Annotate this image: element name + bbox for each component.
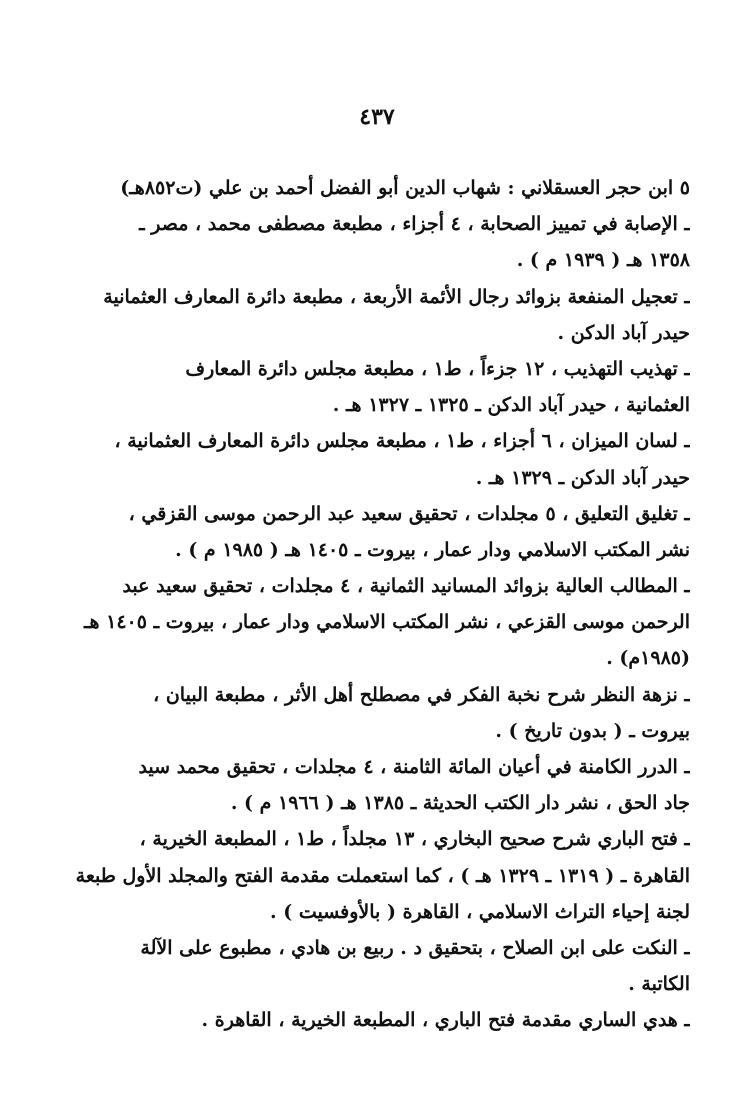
entry-line: العثمانية ، حيدر آباد الدكن ـ ١٣٢٥ ـ ١٣٢٧ هـ . (332, 394, 690, 417)
entry (66, 279, 690, 351)
entry-line: ـ فتح الباري شرح صحيح البخاري ، ١٣ مجلداً ، ط١ ، المطبعة الخيرية ، (139, 828, 690, 851)
entry-line: ـ هدي الساري مقدمة فتح الباري ، المطبعة الخيرية ، القاهرة . (201, 1009, 690, 1032)
entry-line: ـ الدرر الكامنة في أعيان المائة الثامنة ، ٤ مجلدات ، تحقيق محمد سيد (138, 756, 690, 778)
entry (66, 568, 690, 677)
entry-line: القاهرة ـ ( ١٣١٩ ـ ١٣٢٩ هـ ) ، كما استعملت مقدمة الفتح والمجلد الأول طبعة (75, 864, 690, 887)
entry-line: (١٩٨٥م) . (606, 647, 690, 670)
entry (66, 749, 690, 821)
bibliography-content (66, 170, 690, 1039)
page-number: ٤٣٧ (359, 104, 395, 130)
entry-line: ـ تغليق التعليق ، ٥ مجلدات ، تحقيق سعيد عبد الرحمن موسى القزقي ، (128, 502, 690, 525)
entry (66, 423, 690, 495)
entry-line: حيدر آباد الدكن ـ ١٣٢٩ هـ . (475, 466, 690, 489)
entry-line: ـ لسان الميزان ، ٦ أجزاء ، ط١ ، مطبعة مجلس دائرة المعارف العثمانية ، (114, 430, 690, 453)
author-heading: ٥ ابن حجر العسقلاني : شهاب الدين أبو الفضل أحمد بن علي (ت٨٥٢هـ) (120, 177, 690, 199)
entry-line: نشر المكتب الاسلامي ودار عمار ، بيروت ـ ١٤٠٥ هـ ( ١٩٨٥ م ) . (175, 538, 690, 561)
entry (66, 351, 690, 423)
entry (66, 206, 690, 278)
entry-line: ١٣٥٨ هـ ( ١٩٣٩ م ) . (516, 249, 690, 272)
entry (66, 821, 690, 930)
entry-line: جاد الحق ، نشر دار الكتب الحديثة ـ ١٣٨٥ هـ ( ١٩٦٦ م ) . (230, 792, 690, 815)
entry-line: حيدر آباد الدكن . (557, 321, 690, 344)
entry-line: ـ المطالب العالية بزوائد المسانيد الثمانية ، ٤ مجلدات ، تحقيق سعيد عبد (122, 575, 690, 598)
entry (66, 1002, 690, 1038)
entry-line: ـ النكت على ابن الصلاح ، بتحقيق د . ربيع بن هادي ، مطبوع على الآلة (140, 936, 690, 959)
entry-line: لجنة إحياء التراث الاسلامي ، القاهرة ( بالأوفسيت ) . (270, 900, 690, 923)
entry-line: الرحمن موسى القزعي ، نشر المكتب الاسلامي ودار عمار ، بيروت ـ ١٤٠٥ هـ (83, 611, 690, 634)
entry-line: بيروت ـ ( بدون تاريخ ) . (495, 719, 690, 742)
entry-line: ـ تهذيب التهذيب ، ١٢ جزءاً ، ط١ ، مطبعة مجلس دائرة المعارف (185, 357, 690, 380)
entry (66, 677, 690, 749)
entry-line: الكاتبة . (628, 973, 690, 996)
entry-line: ـ تعجيل المنفعة بزوائد رجال الأئمة الأربعة ، مطبعة دائرة المعارف العثمانية (103, 285, 690, 308)
entry-line: ـ الإصابة في تمييز الصحابة ، ٤ أجزاء ، مطبعة مصطفى محمد ، مصر ـ (139, 213, 690, 236)
entry-line: ـ نزهة النظر شرح نخبة الفكر في مصطلح أهل الأثر ، مطبعة البيان ، (153, 683, 690, 706)
entry (66, 496, 690, 568)
entry (66, 930, 690, 1002)
